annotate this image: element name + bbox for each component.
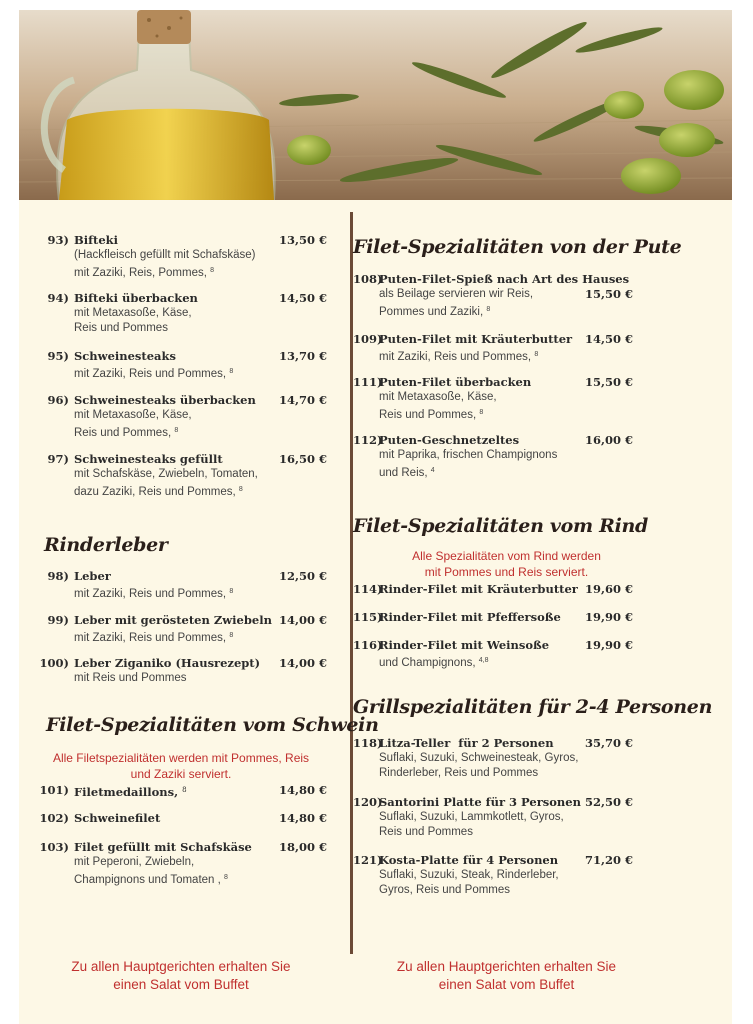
item-price: 16,50 € <box>279 452 328 466</box>
item-description: Reis und Pommes <box>74 322 168 334</box>
item-description: mit Peperoni, Zwiebeln, <box>74 856 195 868</box>
item-name: Puten-Filet mit Kräuterbutter <box>379 332 573 346</box>
item-number: 115) <box>353 610 383 624</box>
item-description: mit Schafskäse, Zwiebeln, Tomaten, <box>74 468 258 480</box>
item-description: (Hackfleisch gefüllt mit Schafskäse) <box>74 249 256 261</box>
item-price: 18,00 € <box>279 840 328 854</box>
hero-image <box>19 10 732 200</box>
footer-note-right: Zu allen Hauptgerichten erhalten Sie einen Salat vom Buffet <box>396 959 617 992</box>
item-number: 114) <box>353 582 383 596</box>
item-description: als Beilage servieren wir Reis, <box>379 288 534 300</box>
item-name: Filetmedaillons, $^8$ <box>74 785 187 799</box>
item-number: 120) <box>353 795 383 809</box>
item-price: 14,00 € <box>279 656 328 670</box>
item-name: Rinder-Filet mit Weinsoße <box>379 638 550 652</box>
item-description: mit Zaziki, Reis und Pommes, $^8$ <box>74 588 234 600</box>
item-description: mit Paprika, frischen Champignons <box>379 449 558 461</box>
item-description: mit Zaziki, Reis, Pommes, $^8$ <box>74 267 215 279</box>
item-price: 19,90 € <box>585 638 634 652</box>
item-price: 14,80 € <box>279 783 328 797</box>
item-description: Suflaki, Suzuki, Steak, Rinderleber, <box>379 869 559 881</box>
item-description: mit Zaziki, Reis und Pommes, $^8$ <box>74 632 234 644</box>
item-name: Schweinesteaks überbacken <box>74 393 256 407</box>
olive-oil-illustration <box>19 10 732 200</box>
section-heading-rind: Filet-Spezialitäten vom Rind <box>353 515 649 537</box>
item-price: 13,70 € <box>279 349 328 363</box>
item-number: 95) <box>47 349 69 363</box>
menu-page <box>19 10 732 1024</box>
section-heading-schwein: Filet-Spezialitäten vom Schwein <box>46 714 379 736</box>
item-price: 35,70 € <box>585 736 634 750</box>
item-number: 109) <box>353 332 383 346</box>
item-description: mit Metaxasoße, Käse, <box>379 391 497 403</box>
item-name: Leber Ziganiko (Hausrezept) <box>74 656 261 670</box>
item-description: mit Metaxasoße, Käse, <box>74 409 192 421</box>
item-price: 52,50 € <box>585 795 634 809</box>
footer-note-left: Zu allen Hauptgerichten erhalten Sie einen Salat vom Buffet <box>71 959 291 992</box>
item-description: Suflaki, Suzuki, Schweinesteak, Gyros, <box>379 752 579 764</box>
item-price: 16,00 € <box>585 433 634 447</box>
section-note-rind: Alle Spezialitäten vom Rind werden mit Pommes und Reis serviert. <box>412 549 601 579</box>
item-price: 19,90 € <box>585 610 634 624</box>
item-price: 19,60 € <box>585 582 634 596</box>
item-price: 14,80 € <box>279 811 328 825</box>
item-price: 15,50 € <box>585 375 634 389</box>
item-description: mit Zaziki, Reis und Pommes, $^8$ <box>74 368 234 380</box>
item-number: 96) <box>47 393 69 407</box>
item-description: mit Reis und Pommes <box>74 672 187 684</box>
item-number: 108) <box>353 272 383 286</box>
item-price: 15,50 € <box>585 287 634 301</box>
item-name: Bifteki überbacken <box>74 291 198 305</box>
item-name: Litza-Teller für 2 Personen <box>379 736 554 750</box>
item-number: 111) <box>353 375 383 389</box>
item-number: 94) <box>47 291 69 305</box>
section-heading-grill: Grillspezialitäten für 2-4 Personen <box>353 696 713 718</box>
item-number: 100) <box>39 656 69 670</box>
item-description: Suflaki, Suzuki, Lammkotlett, Gyros, <box>379 811 564 823</box>
item-name: Schweinefilet <box>74 811 161 825</box>
item-number: 99) <box>47 613 69 627</box>
item-name: Filet gefüllt mit Schafskäse <box>74 840 252 854</box>
item-name: Leber <box>74 569 111 583</box>
item-name: Puten-Geschnetzeltes <box>379 433 520 447</box>
item-price: 71,20 € <box>585 853 634 867</box>
item-price: 14,50 € <box>279 291 328 305</box>
item-description: Gyros, Reis und Pommes <box>379 884 511 896</box>
item-number: 93) <box>47 233 69 247</box>
item-number: 103) <box>39 840 69 854</box>
item-name: Schweinesteaks gefüllt <box>74 452 223 466</box>
item-description: mit Zaziki, Reis und Pommes, $^8$ <box>379 351 539 363</box>
section-note-schwein: Alle Filetspezialitäten werden mit Pommes, Reis und Zaziki serviert. <box>52 751 310 781</box>
item-description: Champignons und Tomaten , $^8$ <box>74 874 228 886</box>
item-name: Rinder-Filet mit Kräuterbutter <box>379 582 578 596</box>
item-name: Bifteki <box>74 233 119 247</box>
section-heading-rinderleber: Rinderleber <box>44 534 168 556</box>
item-number: 101) <box>39 783 69 797</box>
item-number: 121) <box>353 853 383 867</box>
item-name: Kosta-Platte für 4 Personen <box>379 853 559 867</box>
item-description: Reis und Pommes, $^8$ <box>379 409 484 421</box>
item-description: Reis und Pommes <box>379 826 473 838</box>
item-price: 14,70 € <box>279 393 328 407</box>
item-name: Puten-Filet überbacken <box>379 375 532 389</box>
item-price: 12,50 € <box>279 569 328 583</box>
item-description: mit Metaxasoße, Käse, <box>74 307 192 319</box>
item-name: Puten-Filet-Spieß nach Art des Hauses <box>379 272 630 286</box>
item-description: und Champignons, $^{4,8}$ <box>379 657 489 669</box>
item-price: 14,00 € <box>279 613 328 627</box>
item-price: 13,50 € <box>279 233 328 247</box>
item-price: 14,50 € <box>585 332 634 346</box>
item-number: 98) <box>47 569 69 583</box>
item-description: Rinderleber, Reis und Pommes <box>379 767 539 779</box>
section-heading-pute: Filet-Spezialitäten von der Pute <box>353 236 682 258</box>
item-name: Rinder-Filet mit Pfeffersoße <box>379 610 561 624</box>
item-number: 118) <box>353 736 383 750</box>
item-number: 97) <box>47 452 69 466</box>
item-name: Schweinesteaks <box>74 349 176 363</box>
item-number: 102) <box>39 811 69 825</box>
item-number: 116) <box>353 638 383 652</box>
item-name: Santorini Platte für 3 Personen <box>379 795 581 809</box>
item-name: Leber mit gerösteten Zwiebeln <box>74 613 272 627</box>
item-number: 112) <box>353 433 383 447</box>
item-description: dazu Zaziki, Reis und Pommes, $^8$ <box>74 486 243 498</box>
item-description: Reis und Pommes, $^8$ <box>74 427 179 439</box>
item-description: und Reis, $^4$ <box>379 467 435 479</box>
item-description: Pommes und Zaziki, $^8$ <box>379 306 491 318</box>
